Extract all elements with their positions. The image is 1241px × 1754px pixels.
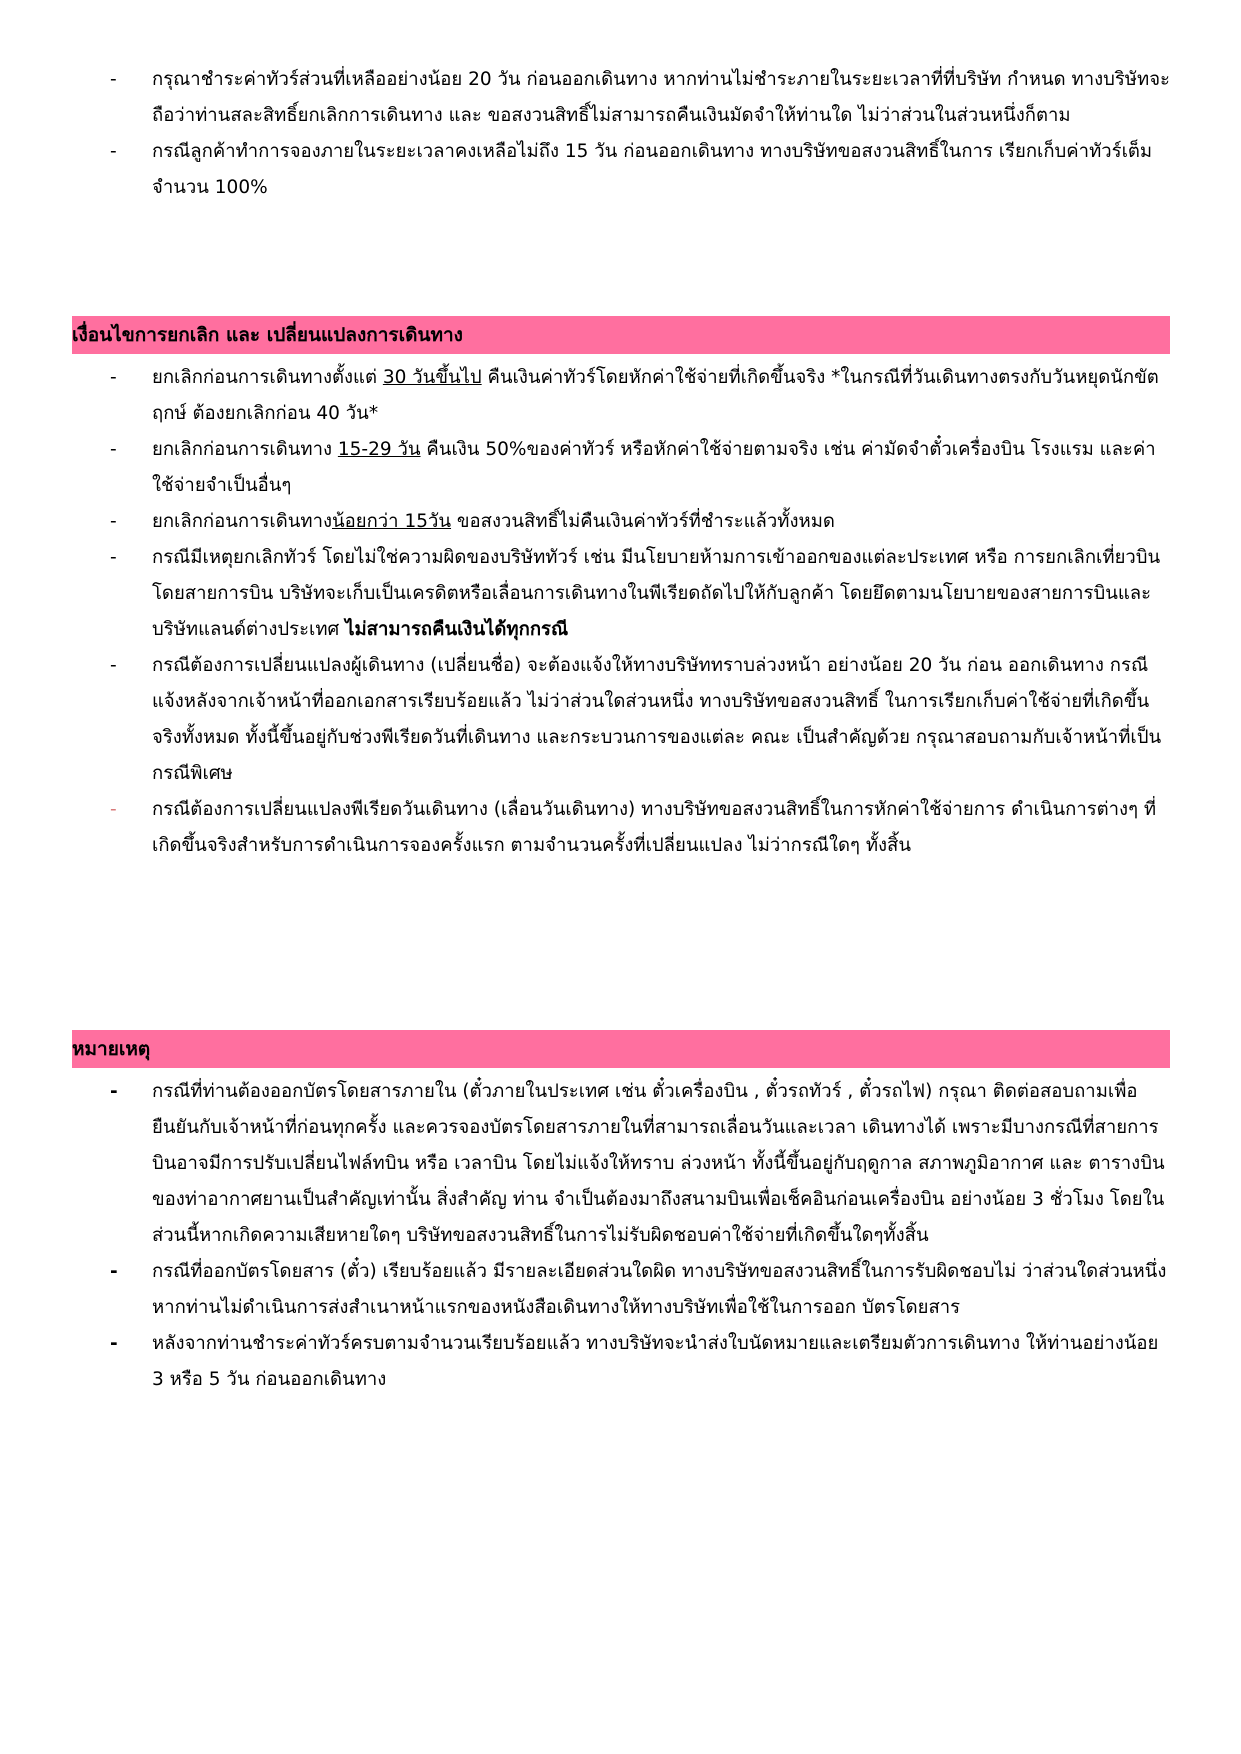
list-item	[110, 1074, 1170, 1254]
bullet-dash: -	[110, 367, 117, 388]
bullet-dash: -	[110, 1333, 118, 1354]
list-item	[110, 62, 1170, 134]
list-item	[110, 360, 1170, 432]
list-item	[110, 1326, 1170, 1398]
bullet-dash: -	[110, 69, 117, 90]
list-item	[110, 504, 1170, 540]
cancel-section-title: เงื่อนไขการยกเลิก และ เปลี่ยนแปลงการเดินทาง	[72, 324, 463, 346]
text-run: กรณีมีเหตุยกเลิกทัวร์ โดยไม่ใช่ความผิดของบริษัททัวร์ เช่น มีนโยบายห้ามการเข้าออกของแต่ละประเทศ หรือ การยกเลิกเที่ยวบินโดยสายการบิน บริษัทจะเก็บเป็นเครดิตหรือเลื่อนการเดินทางในพีเรียดถัดไปให้กับลูกค้า โดยยึดตามนโยบายของสายการบินและบริษัทแลนด์ต่างประเทศ	[152, 547, 1161, 640]
text-run: หลังจากท่านชำระค่าทัวร์ครบตามจำนวนเรียบร้อยแล้ว ทางบริษัทจะนำส่งใบนัดหมายและเตรียมตัวการเดินทาง ให้ท่านอย่างน้อย 3 หรือ 5 วัน ก่อนออกเดินทาง	[152, 1333, 1159, 1390]
cancel-section-header	[72, 316, 1170, 354]
cancel-bullet-list	[110, 360, 1170, 864]
text-run: กรณีต้องการเปลี่ยนแปลงผู้เดินทาง (เปลี่ยนชื่อ) จะต้องแจ้งให้ทางบริษัททราบล่วงหน้า อย่างน้อย 20 วัน ก่อน ออกเดินทาง กรณีแจ้งหลังจากเจ้าหน้าที่ออกเอกสารเรียบร้อยแล้ว ไม่ว่าส่วนใดส่วนหนึ่ง ทางบริษัทขอสงวนสิทธิ์ ในการเรียกเก็บค่าใช้จ่ายที่เกิดขึ้นจริงทั้งหมด ทั้งนี้ขึ้นอยู่กับช่วงพีเรียดวันที่เดินทาง และกระบวนการของแต่ละ คณะ เป็นสำคัญด้วย กรุณาสอบถามกับเจ้าหน้าที่เป็นกรณีพิเศษ	[152, 655, 1162, 784]
notes-bullet-list	[110, 1074, 1170, 1398]
underlined-text: 15-29 วัน	[337, 439, 421, 460]
text-run: ขอสงวนสิทธิ์ไม่คืนเงินค่าทัวร์ที่ชำระแล้วทั้งหมด	[451, 511, 835, 532]
bullet-text	[152, 799, 1156, 856]
notes-section-title: หมายเหตุ	[72, 1038, 151, 1060]
text-run: คืนเงิน 50%ของค่าทัวร์ หรือหักค่าใช้จ่ายตามจริง เช่น ค่ามัดจำตั๋วเครื่องบิน โรงแรม และค่าใช้จ่ายจำเป็นอื่นๆ	[152, 439, 1156, 496]
bullet-text	[152, 1261, 1166, 1318]
bullet-text	[152, 511, 835, 532]
bullet-dash: -	[110, 141, 117, 162]
bullet-dash: -	[110, 439, 117, 460]
bold-text: ไม่สามารถคืนเงินได้ทุกกรณี	[345, 619, 569, 640]
underlined-text: น้อยกว่า 15วัน	[332, 511, 452, 532]
text-run: กรณีที่ท่านต้องออกบัตรโดยสารภายใน (ตั๋วภายในประเทศ เช่น ตั๋วเครื่องบิน , ตั๋วรถทัวร์ , ตั๋วรถไฟ) กรุณา ติดต่อสอบถามเพื่อยืนยันกับเจ้าหน้าที่ก่อนทุกครั้ง และควรจองบัตรโดยสารภายในที่สามารถเลื่อนวันและเวลา เดินทางได้ เพราะมีบางกรณีที่สายการบินอาจมีการปรับเปลี่ยนไฟล์ทบิน หรือ เวลาบิน โดยไม่แจ้งให้ทราบ ล่วงหน้า ทั้งนี้ขึ้นอยู่กับฤดูกาล สภาพภูมิอากาศ และ ตารางบินของท่าอากาศยานเป็นสำคัญเท่านั้น สิ่งสำคัญ ท่าน จำเป็นต้องมาถึงสนามบินเพื่อเช็คอินก่อนเครื่องบิน อย่างน้อย 3 ชั่วโมง โดยในส่วนนี้หากเกิดความเสียหายใดๆ บริษัทขอสงวนสิทธิ์ในการไม่รับผิดชอบค่าใช้จ่ายที่เกิดขึ้นใดๆทั้งสิ้น	[152, 1081, 1165, 1246]
list-item	[110, 432, 1170, 504]
bullet-text	[152, 367, 1159, 424]
text-run: ยกเลิกก่อนการเดินทางตั้งแต่	[152, 367, 383, 388]
list-item	[110, 792, 1170, 864]
text-run: กรณีที่ออกบัตรโดยสาร (ตั๋ว) เรียบร้อยแล้ว มีรายละเอียดส่วนใดผิด ทางบริษัทขอสงวนสิทธิ์ในการรับผิดชอบไม่ ว่าส่วนใดส่วนหนึ่ง หากท่านไม่ดำเนินการส่งสำเนาหน้าแรกของหนังสือเดินทางให้ทางบริษัทเพื่อใช้ในการออก บัตรโดยสาร	[152, 1261, 1167, 1318]
underlined-text: 30 วันขึ้นไป	[382, 367, 482, 388]
notes-section-header	[72, 1030, 1170, 1068]
bullet-text	[152, 547, 1160, 640]
bullet-dash: -	[110, 1081, 118, 1102]
bullet-text	[152, 1333, 1158, 1390]
bullet-dash: -	[110, 547, 117, 568]
bullet-text	[152, 655, 1161, 784]
list-item	[110, 540, 1170, 648]
bullet-dash: -	[110, 511, 117, 532]
bullet-text	[152, 69, 1170, 126]
text-run: กรณีลูกค้าทำการจองภายในระยะเวลาคงเหลือไม่ถึง 15 วัน ก่อนออกเดินทาง ทางบริษัทขอสงวนสิทธิ์ในการ เรียกเก็บค่าทัวร์เต็มจำนวน 100%	[152, 141, 1153, 198]
text-run: คืนเงินค่าทัวร์โดยหักค่าใช้จ่ายที่เกิดขึ้นจริง *ในกรณีที่วันเดินทางตรงกับวันหยุดนักขัตฤกษ์ ต้องยกเลิกก่อน 40 วัน*	[152, 367, 1159, 424]
intro-bullet-list	[110, 62, 1170, 206]
text-run: กรุณาชำระค่าทัวร์ส่วนที่เหลืออย่างน้อย 20 วัน ก่อนออกเดินทาง หากท่านไม่ชำระภายในระยะเวลาที่ที่บริษัท กำหนด ทางบริษัทจะถือว่าท่านสละสิทธิ์ยกเลิกการเดินทาง และ ขอสงวนสิทธิ์ไม่สามารถคืนเงินมัดจำให้ท่านใด ไม่ว่าส่วนในส่วนหนึ่งก็ตาม	[152, 69, 1170, 126]
bullet-dash: -	[110, 799, 117, 820]
list-item	[110, 1254, 1170, 1326]
bullet-text	[152, 1081, 1165, 1246]
bullet-dash: -	[110, 1261, 118, 1282]
bullet-dash: -	[110, 655, 117, 676]
bullet-text	[152, 141, 1152, 198]
text-run: กรณีต้องการเปลี่ยนแปลงพีเรียดวันเดินทาง (เลื่อนวันเดินทาง) ทางบริษัทขอสงวนสิทธิ์ในการหักค่าใช้จ่ายการ ดำเนินการต่างๆ ที่เกิดขึ้นจริงสำหรับการดำเนินการจองครั้งแรก ตามจำนวนครั้งที่เปลี่ยนแปลง ไม่ว่ากรณีใดๆ ทั้งสิ้น	[152, 799, 1157, 856]
text-run: ยกเลิกก่อนการเดินทาง	[152, 511, 332, 532]
list-item	[110, 648, 1170, 792]
bullet-text	[152, 439, 1156, 496]
text-run: ยกเลิกก่อนการเดินทาง	[152, 439, 338, 460]
list-item	[110, 134, 1170, 206]
